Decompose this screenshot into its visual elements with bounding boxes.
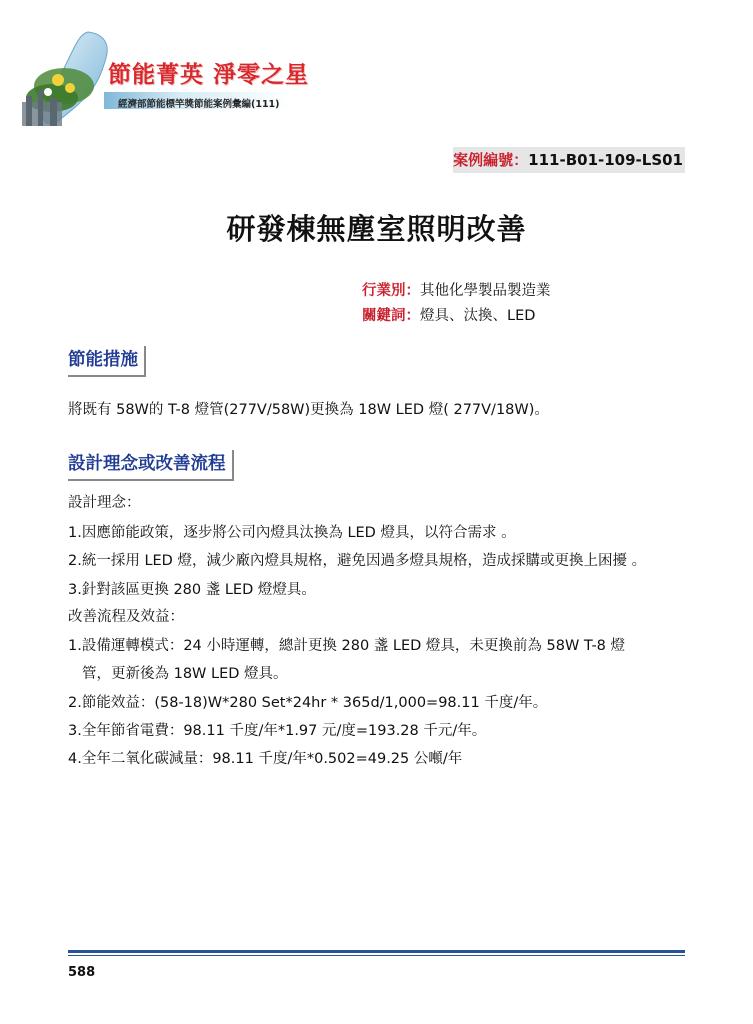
logo-subtitle: 經濟部節能標竿獎節能案例彙編(111) (118, 99, 280, 110)
keywords-label: 關鍵詞： (362, 308, 420, 324)
design-label: 設計理念： (68, 495, 141, 511)
section-heading-design: 設計理念或改善流程 (68, 450, 234, 481)
process-item-4: 4.全年二氧化碳減量：98.11 千度/年*0.502=49.25 公噸/年 (68, 751, 463, 767)
process-item-3: 3.全年節省電費：98.11 千度/年*1.97 元/度=193.28 千元/年。 (68, 723, 487, 739)
measures-text: 將既有 58W的 T-8 燈管(277V/58W)更換為 18W LED 燈( 277V/18W)。 (68, 402, 549, 418)
keywords-value: 燈具、汰換、LED (420, 308, 536, 324)
logo-title: 節能菁英 淨零之星 (108, 61, 310, 88)
industry-value: 其他化學製品製造業 (420, 283, 551, 299)
design-item-3: 3.針對該區更換 280 盞 LED 燈燈具。 (68, 582, 316, 598)
case-number (453, 147, 685, 173)
footer-rule-thin (68, 955, 685, 956)
case-number-value: 111-B01-109-LS01 (528, 151, 683, 169)
design-item-2: 2.統一採用 LED 燈，減少廠內燈具規格，避免因過多燈具規格，造成採購或更換上困擾 。 (68, 553, 647, 569)
page-number: 588 (68, 965, 96, 980)
section-heading-measures: 節能措施 (68, 346, 146, 377)
footer-rule (68, 950, 685, 953)
process-item-1-line-2: 管，更新後為 18W LED 燈具。 (82, 666, 288, 682)
design-item-1: 1.因應節能政策，逐步將公司內燈具汰換為 LED 燈具，以符合需求 。 (68, 525, 516, 541)
industry-line (362, 279, 551, 300)
industry-label: 行業別： (362, 283, 420, 299)
page-title: 研發棟無塵室照明改善 (226, 212, 527, 246)
keywords-line (362, 304, 535, 325)
process-item-1-line-1: 1.設備運轉模式：24 小時運轉，總計更換 280 盞 LED 燈具，未更換前為 58W T-8 燈 (68, 638, 626, 654)
case-number-label: 案例編號： (453, 151, 529, 169)
process-item-2: 2.節能效益：(58-18)W*280 Set*24hr * 365d/1,000=98.11 千度/年。 (68, 695, 548, 711)
process-label: 改善流程及效益： (68, 609, 184, 625)
